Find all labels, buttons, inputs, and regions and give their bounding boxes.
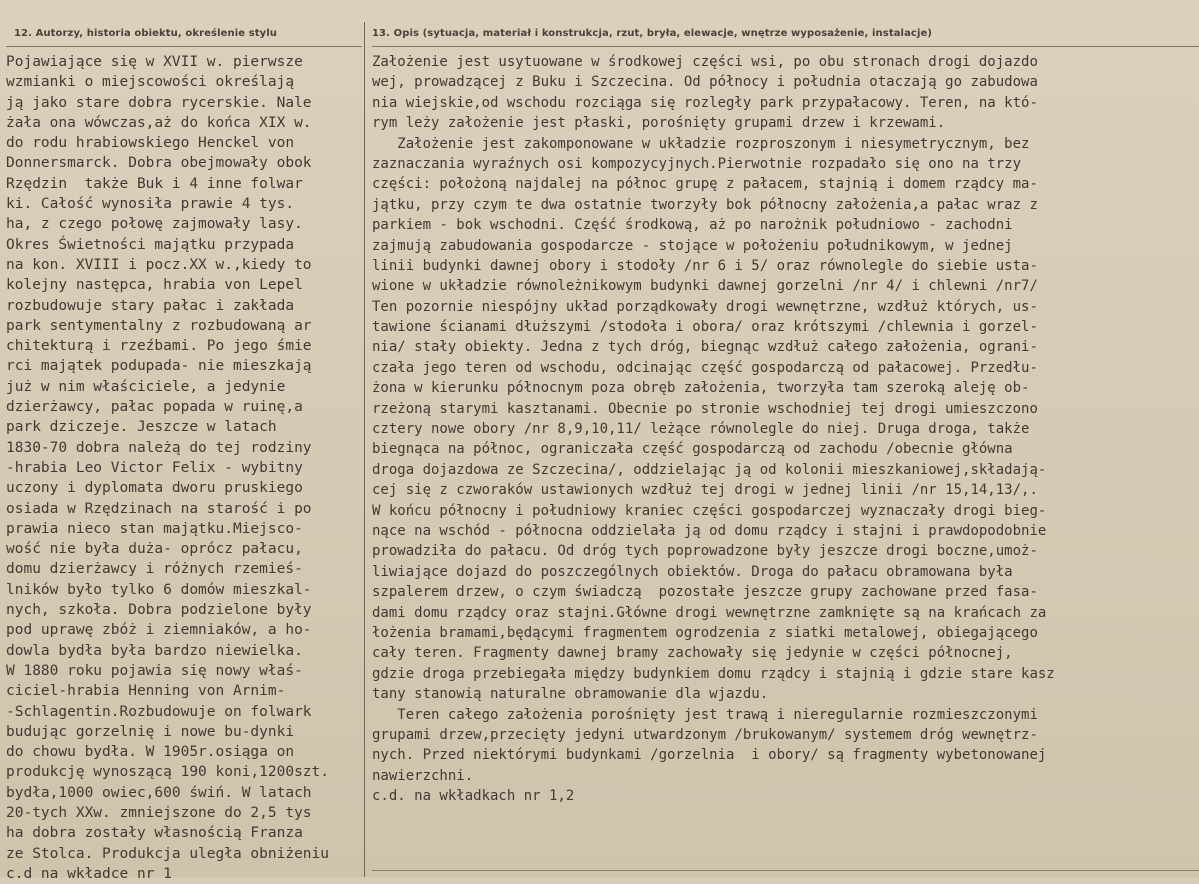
- text-line: Rzędzin także Buk i 4 inne folwar: [6, 175, 303, 192]
- text-line: Założenie jest zakomponowane w układzie rozproszonym i niesymetrycznym, bez: [372, 135, 1030, 152]
- text-line: Założenie jest usytuowane w środkowej części wsi, po obu stronach drogi dojazdo: [372, 54, 1038, 70]
- text-line: do rodu hrabiowskiego Henckel von: [6, 135, 295, 152]
- text-line: czała jego teren od wschodu, odcinając część gospodarczą od pałacowej. Przedłu-: [372, 359, 1038, 376]
- footer-rule: [372, 870, 1199, 871]
- text-line: już w nim właściciele, a jedynie: [6, 378, 286, 395]
- text-line: prowadziła do pałacu. Od dróg tych poprowadzone były jeszcze drogi boczne,umoż-: [372, 543, 1038, 560]
- text-line: chitekturą i rzeźbami. Po jego śmie: [6, 338, 312, 355]
- text-line: do chowu bydła. W 1905r.osiąga on: [6, 744, 295, 761]
- text-line: 1830-70 dobra należą do tej rodziny: [6, 439, 312, 456]
- text-line: cztery nowe obory /nr 8,9,10,11/ leżące równolegle do niej. Druga droga, także: [372, 421, 1030, 438]
- text-line: dami domu rządcy oraz stajni.Główne drogi wewnętrzne zamknięte są na krańcach za: [372, 604, 1047, 621]
- text-line: lników było tylko 6 domów mieszkal-: [6, 581, 312, 598]
- text-line: nych. Przed niektórymi budynkami /gorzelnia i obory/ są fragmenty wybetonowanej: [372, 747, 1047, 764]
- text-line: nia wiejskie,od wschodu rozciąga się rozległy park przypałacowy. Teren, na któ-: [372, 94, 1038, 111]
- text-line: ha, z czego połowę zajmowały lasy.: [6, 216, 303, 233]
- text-line: cały teren. Fragmenty dawnej bramy zachowały się jedynie w części północnej,: [372, 645, 1013, 662]
- section-12-header: 12. Autorzy, historia obiektu, określenie stylu: [14, 28, 277, 39]
- section-13-header: 13. Opis (sytuacja, materiał i konstrukcja, rzut, bryła, elewacje, wnętrze wyposażenie, instalacje): [372, 28, 933, 39]
- text-line: Okres Świetności majątku przypada: [6, 236, 295, 253]
- text-line: linii budynki dawnej obory i stodoły /nr 6 i 5/ oraz równolegle do siebie usta-: [372, 257, 1038, 274]
- text-line: grupami drzew,przecięty jedyni utwardzonym /brukowanym/ systemem dróg wewnętrz-: [372, 726, 1038, 743]
- history-text-column: [6, 52, 386, 884]
- text-line: tany stanowią naturalne obramowanie dla wjazdu.: [372, 686, 769, 703]
- text-line: bydła,1000 owiec,600 świń. W latach: [6, 784, 312, 801]
- text-line: żona w kierunku północnym poza obręb założenia, tworzyła tam szeroką aleję ob-: [372, 380, 1030, 397]
- text-line: 20-tych XXw. zmniejszone do 2,5 tys: [6, 804, 312, 821]
- text-line: droga dojazdowa ze Szczecina/, oddzielając ją od kolonii mieszkaniowej,składają-: [372, 461, 1047, 478]
- text-line: c.d. na wkładkach nr 1,2: [372, 788, 575, 805]
- text-line: -hrabia Leo Victor Felix - wybitny: [6, 459, 303, 476]
- text-line: ciciel-hrabia Henning von Arnim-: [6, 683, 286, 700]
- text-line: nawierzchni.: [372, 767, 474, 784]
- text-line: wzmianki o miejscowości określają: [6, 74, 295, 91]
- text-line: biegnąca na północ, ograniczała część gospodarczą od zachodu /obecnie główna: [372, 441, 1013, 458]
- text-line: wej, prowadzącej z Buku i Szczecina. Od północy i południa otaczają go zabudowa: [372, 74, 1038, 91]
- text-line: c.d na wkładce nr 1: [6, 865, 172, 882]
- text-line: rym leży założenie jest płaski, porośnięty grupami drzew i krzewami.: [372, 115, 946, 132]
- text-line: nych, szkoła. Dobra podzielone były: [6, 602, 312, 619]
- text-line: Teren całego założenia porośnięty jest trawą i nieregularnie rozmieszczonymi: [372, 706, 1038, 723]
- text-line: zaznaczania wyraźnych osi kompozycyjnych.Pierwotnie rozpadało się ono na trzy: [372, 155, 1022, 172]
- text-line: ją jako stare dobra rycerskie. Nale: [6, 94, 312, 111]
- text-line: budując gorzelnię i nowe bu-dynki: [6, 723, 295, 740]
- text-line: rci majątek podupada- nie mieszkają: [6, 358, 312, 375]
- text-line: nące na wschód - północna oddzielała ją od domu rządcy i stajni i prawdopodobnie: [372, 522, 1047, 539]
- text-line: rozbudowuje stary pałac i zakłada: [6, 297, 295, 314]
- text-line: wość nie była duża- oprócz pałacu,: [6, 541, 303, 558]
- text-line: szpalerem drzew, o czym świadczą pozostałe jeszcze grupy zachowane przed fasa-: [372, 584, 1038, 601]
- text-line: na kon. XVIII i pocz.XX w.,kiedy to: [6, 256, 312, 273]
- text-line: dowla bydła była bardzo niewielka.: [6, 642, 303, 659]
- text-line: nia/ stały obiekty. Jedna z tych dróg, biegnąc wzdłuż całego założenia, ograni-: [372, 339, 1038, 356]
- text-line: kolejny następca, hrabia von Lepel: [6, 277, 303, 294]
- text-line: park dziczeje. Jeszcze w latach: [6, 419, 277, 436]
- text-line: produkcję wynoszącą 190 koni,1200szt.: [6, 764, 330, 781]
- text-line: ze Stolca. Produkcja uległa obniżeniu: [6, 845, 330, 862]
- text-line: wione w układzie równoleżnikowym budynki dawnej gorzelni /nr 4/ i chlewni /nr7/: [372, 278, 1038, 295]
- text-line: cej się z czworaków ustawionych wzdłuż tej drogi w jednej linii /nr 15,14,13/,.: [372, 482, 1038, 499]
- text-line: tawione ścianami dłuższymi /stodoła i obora/ oraz krótszymi /chlewnia i gorzel-: [372, 319, 1038, 336]
- text-line: liwiające dojazd do poszczególnych obiektów. Droga do pałacu obramowana była: [372, 563, 1013, 580]
- text-line: zajmują zabudowania gospodarcze - stojące w położeniu południkowym, w jednej: [372, 237, 1013, 254]
- text-line: części: położoną najdalej na północ grupę z pałacem, stajnią i domem rządcy ma-: [372, 176, 1038, 193]
- description-text-column: [372, 52, 1198, 806]
- text-line: domu dzierżawcy i różnych rzemieś-: [6, 561, 303, 578]
- text-line: ki. Całość wynosiła prawie 4 tys.: [6, 196, 295, 213]
- header-rule-right: [372, 46, 1199, 47]
- text-line: dzierżawcy, pałac popada w ruinę,a: [6, 399, 303, 416]
- text-line: pod uprawę zbóż i ziemniaków, a ho-: [6, 622, 312, 639]
- text-line: park sentymentalny z rozbudowaną ar: [6, 317, 312, 334]
- text-line: parkiem - bok wschodni. Część środkową, aż po narożnik południowo - zachodni: [372, 217, 1013, 234]
- text-line: Ten pozornie niespójny układ porządkowały drogi wewnętrzne, wzdłuż których, us-: [372, 298, 1038, 315]
- text-line: -Schlagentin.Rozbudowuje on folwark: [6, 703, 312, 720]
- text-line: rzeżoną starymi kasztanami. Obecnie po stronie wschodniej tej drogi umieszczono: [372, 400, 1038, 417]
- text-line: jątku, przy czym te dwa ostatnie tworzyły bok północny założenia,a pałac wraz z: [372, 196, 1038, 213]
- text-line: W końcu północny i południowy kraniec części gospodarczej wyznaczały drogi bieg-: [372, 502, 1047, 519]
- header-rule-left: [6, 46, 362, 47]
- text-line: gdzie droga przebiegała między budynkiem domu rządcy i stajnią i gdzie stare kasz: [372, 665, 1055, 682]
- text-line: uczony i dyplomata dworu pruskiego: [6, 480, 303, 497]
- text-line: łożenia bramami,będącymi fragmentem ogrodzenia z siatki metalowej, obiegającego: [372, 624, 1038, 641]
- text-line: ha dobra zostały własnością Franza: [6, 825, 303, 842]
- text-line: Donnersmarck. Dobra obejmowały obok: [6, 155, 312, 172]
- text-line: osiada w Rzędzinach na starość i po: [6, 500, 312, 517]
- text-line: prawia nieco stan majątku.Miejsco-: [6, 520, 303, 537]
- text-line: Pojawiające się w XVII w. pierwsze: [6, 54, 303, 70]
- text-line: W 1880 roku pojawia się nowy właś-: [6, 662, 303, 679]
- text-line: żała ona wówczas,aż do końca XIX w.: [6, 114, 312, 131]
